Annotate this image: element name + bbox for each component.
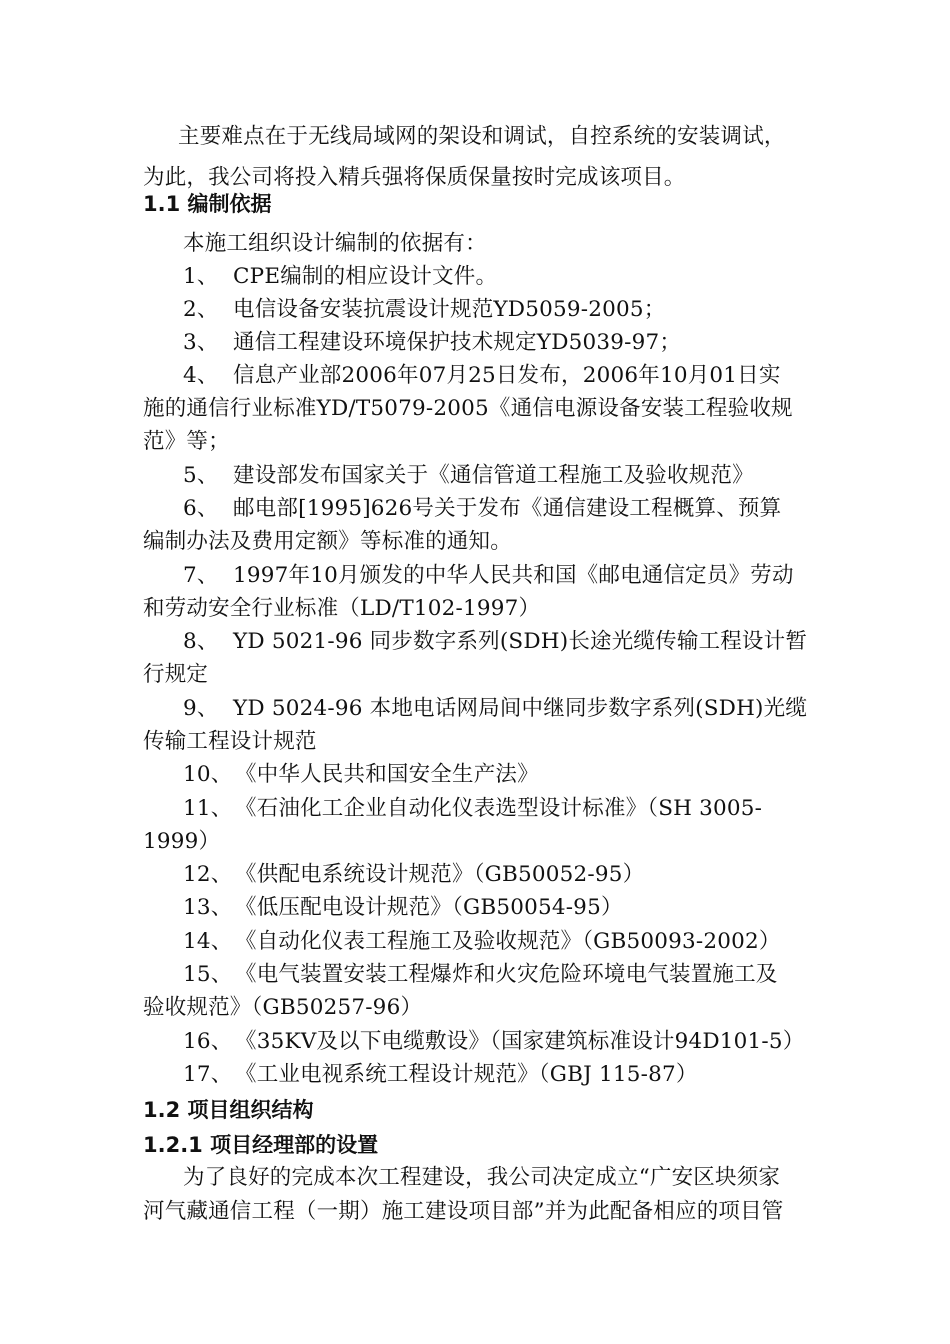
list-item-8 bbox=[183, 625, 813, 658]
list-item-number: 1、 bbox=[183, 264, 219, 289]
section-heading-1-1: 1.1 编制依据 bbox=[143, 192, 272, 216]
list-item-4 bbox=[183, 359, 813, 392]
list-item-text: 《工业电视系统工程设计规范》（GBJ 115-87） bbox=[235, 1062, 698, 1087]
list-item-text: 《自动化仪表工程施工及验收规范》（GB50093-2002） bbox=[235, 929, 781, 954]
list-item-12 bbox=[183, 858, 813, 891]
list-item-text: CPE编制的相应设计文件。 bbox=[233, 264, 498, 289]
list-item-7-cont-1: 和劳动安全行业标准（LD/T102-1997） bbox=[143, 596, 541, 621]
list-item-number: 3、 bbox=[183, 330, 219, 355]
lead-text: 本施工组织设计编制的依据有： bbox=[183, 231, 487, 256]
list-item-number: 16、 bbox=[183, 1029, 233, 1054]
list-item-text: 电信设备安装抗震设计规范YD5059-2005； bbox=[233, 297, 666, 322]
list-item-14 bbox=[183, 925, 813, 958]
list-item-3 bbox=[183, 326, 813, 359]
list-item-number: 12、 bbox=[183, 862, 233, 887]
list-item-text: YD 5024-96 本地电话网局间中继同步数字系列(SDH)光缆 bbox=[233, 696, 808, 721]
list-item-text: 信息产业部2006年07月25日发布，2006年10月01日实 bbox=[233, 363, 781, 388]
list-item-6-cont-1: 编制办法及费用定额》等标准的通知。 bbox=[143, 529, 512, 554]
list-item-15 bbox=[183, 958, 813, 991]
list-item-number: 8、 bbox=[183, 629, 219, 654]
list-item-11-cont-1: 1999） bbox=[143, 829, 221, 854]
list-item-9 bbox=[183, 692, 813, 725]
list-item-text: 邮电部[1995]626号关于发布《通信建设工程概算、预算 bbox=[233, 496, 782, 521]
list-item-text: 1997年10月颁发的中华人民共和国《邮电通信定员》劳动 bbox=[233, 563, 794, 588]
list-item-number: 6、 bbox=[183, 496, 219, 521]
section-heading-1-2: 1.2 项目组织结构 bbox=[143, 1098, 314, 1122]
intro-line-2: 为此，我公司将投入精兵强将保质保量按时完成该项目。 bbox=[143, 165, 686, 190]
subsection-heading-1-2-1: 1.2.1 项目经理部的设置 bbox=[143, 1133, 379, 1157]
list-item-text: 建设部发布国家关于《通信管道工程施工及验收规范》 bbox=[233, 463, 754, 488]
list-item-text: 《石油化工企业自动化仪表选型设计标准》（SH 3005- bbox=[235, 796, 763, 821]
intro-line-1: 主要难点在于无线局域网的架设和调试，自控系统的安装调试， bbox=[178, 124, 786, 149]
list-item-number: 4、 bbox=[183, 363, 219, 388]
list-item-number: 5、 bbox=[183, 463, 219, 488]
paragraph-line-2: 河气藏通信工程（一期）施工建设项目部”并为此配备相应的项目管 bbox=[143, 1199, 784, 1224]
list-item-1 bbox=[183, 260, 813, 293]
list-item-text: 《35KV及以下电缆敷设》（国家建筑标准设计94D101-5） bbox=[235, 1029, 805, 1054]
list-item-4-cont-2: 范》等； bbox=[143, 429, 230, 454]
list-item-10 bbox=[183, 758, 813, 791]
list-item-text: 《中华人民共和国安全生产法》 bbox=[235, 762, 539, 787]
list-item-5 bbox=[183, 459, 813, 492]
list-item-number: 10、 bbox=[183, 762, 233, 787]
list-item-number: 13、 bbox=[183, 895, 233, 920]
list-item-8-cont-1: 行规定 bbox=[143, 662, 209, 687]
list-item-number: 2、 bbox=[183, 297, 219, 322]
list-item-text: 《供配电系统设计规范》（GB50052-95） bbox=[235, 862, 645, 887]
list-item-text: YD 5021-96 同步数字系列(SDH)长途光缆传输工程设计暂 bbox=[233, 629, 808, 654]
list-item-11 bbox=[183, 792, 813, 825]
list-item-9-cont-1: 传输工程设计规范 bbox=[143, 729, 317, 754]
list-item-number: 11、 bbox=[183, 796, 233, 821]
list-item-4-cont-1: 施的通信行业标准YD/T5079-2005《通信电源设备安装工程验收规 bbox=[143, 396, 793, 421]
list-item-13 bbox=[183, 891, 813, 924]
list-item-17 bbox=[183, 1058, 813, 1091]
list-item-text: 《电气装置安装工程爆炸和火灾危险环境电气装置施工及 bbox=[235, 962, 778, 987]
list-item-6 bbox=[183, 492, 813, 525]
list-item-16 bbox=[183, 1025, 813, 1058]
list-item-number: 7、 bbox=[183, 563, 219, 588]
list-item-number: 15、 bbox=[183, 962, 233, 987]
list-item-number: 17、 bbox=[183, 1062, 233, 1087]
paragraph-line-1: 为了良好的完成本次工程建设，我公司决定成立“广安区块须家 bbox=[183, 1165, 781, 1190]
list-item-number: 9、 bbox=[183, 696, 219, 721]
list-item-number: 14、 bbox=[183, 929, 233, 954]
list-item-15-cont-1: 验收规范》（GB50257-96） bbox=[143, 995, 423, 1020]
list-item-2 bbox=[183, 293, 813, 326]
list-item-7 bbox=[183, 559, 813, 592]
list-item-text: 通信工程建设环境保护技术规定YD5039-97； bbox=[233, 330, 682, 355]
list-item-text: 《低压配电设计规范》（GB50054-95） bbox=[235, 895, 623, 920]
